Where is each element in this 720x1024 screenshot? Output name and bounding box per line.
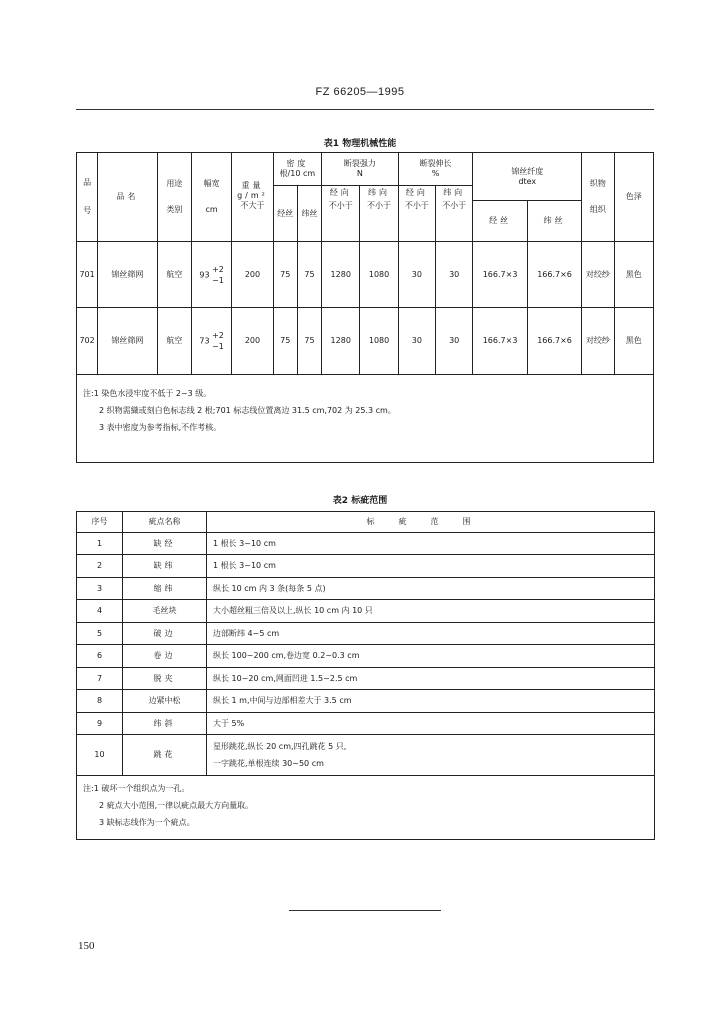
cell-no: 7 <box>77 668 123 690</box>
cell-defect: 毛丝块 <box>123 600 207 623</box>
cell-den-warp: 75 <box>273 242 297 308</box>
range-line: 星形跳花,纵长 20 cm,四孔跳花 5 只, <box>213 742 347 751</box>
width-tolerance <box>212 330 224 352</box>
table1-physical-properties <box>76 152 654 463</box>
cell-den-weft: 75 <box>297 242 321 308</box>
table1-caption: 表1 物理机械性能 <box>323 139 397 149</box>
table-row <box>77 533 655 555</box>
cell-usage: 航空 <box>157 242 191 308</box>
cell-no: 3 <box>77 578 123 600</box>
th-width-label: 幅宽 <box>203 179 220 188</box>
cell-range: 纵长 100~200 cm,卷边宽 0.2~0.3 cm <box>207 645 655 668</box>
cell-weave: 对绞纱 <box>582 308 614 375</box>
th-elong-weft: 纬向 <box>436 186 473 201</box>
table2-defect-ranges <box>76 511 655 840</box>
width-minus: −1 <box>212 275 224 285</box>
th-elongation <box>398 153 473 186</box>
th-fineness-warp: 经丝 <box>473 201 527 242</box>
cell-range: 1 根长 3~10 cm <box>207 555 655 578</box>
cell-defect: 跳花 <box>123 735 207 776</box>
table-row <box>77 645 655 668</box>
th-elong-warp-min: 不小于 <box>398 201 435 242</box>
th-weave: 织物 组织 <box>582 153 614 242</box>
cell-defect: 缩纬 <box>123 578 207 600</box>
cell-defect: 破边 <box>123 623 207 645</box>
th-seq-no: 序号 <box>77 512 123 533</box>
note-line: 2 疵点大小范围,一律以疵点最大方向量取。 <box>99 801 254 810</box>
th-strength-label: 断裂强力 <box>343 159 376 168</box>
th-usage: 用途 类别 <box>157 153 191 242</box>
width-plus: +2 <box>212 264 224 274</box>
table-row <box>77 578 655 600</box>
cell-range <box>207 735 655 776</box>
th-density-weft: 纬丝 <box>297 186 321 242</box>
table-row <box>77 668 655 690</box>
table1-notes <box>77 375 654 463</box>
th-density-unit: 根/10 cm <box>279 169 316 178</box>
th-width <box>191 153 231 242</box>
cell-no: 6 <box>77 645 123 668</box>
cell-defect: 卷边 <box>123 645 207 668</box>
standard-code-header: FZ 66205—1995 <box>315 86 405 98</box>
table-row <box>77 690 655 713</box>
table-row <box>77 735 655 776</box>
cell-el-weft: 30 <box>436 308 473 375</box>
cell-no: 8 <box>77 690 123 713</box>
th-fineness-label: 锦丝纤度 <box>511 166 544 176</box>
width-plus: +2 <box>212 331 224 340</box>
th-elongation-unit: % <box>431 169 440 178</box>
width-tolerance <box>212 264 224 286</box>
th-weight-limit: 不大于 <box>232 201 273 242</box>
cell-defect: 缺纬 <box>123 555 207 578</box>
cell-str-warp: 1280 <box>322 308 360 375</box>
cell-color: 黑色 <box>614 242 653 308</box>
cell-range: 大于 5% <box>207 713 655 735</box>
cell-weight: 200 <box>232 242 273 308</box>
footer-rule <box>289 910 441 911</box>
cell-no: 702 <box>77 308 98 375</box>
cell-defect: 边紧中松 <box>123 690 207 713</box>
cell-den-weft: 75 <box>297 308 321 375</box>
cell-den-warp: 75 <box>273 308 297 375</box>
th-product-no: 品 号 <box>77 153 98 242</box>
cell-name: 锦丝筛网 <box>98 308 158 375</box>
cell-no: 701 <box>77 242 98 308</box>
cell-no: 5 <box>77 623 123 645</box>
header-rule <box>76 109 654 110</box>
cell-weight: 200 <box>232 308 273 375</box>
cell-no: 4 <box>77 600 123 623</box>
table-row <box>77 308 654 375</box>
th-weight-unit: g/m² <box>237 190 268 200</box>
th-elong-weft-min: 不小于 <box>436 201 473 242</box>
cell-width <box>191 242 231 308</box>
range-line: 一字跳花,单根连续 30~50 cm <box>213 759 324 768</box>
cell-no: 1 <box>77 533 123 555</box>
table-row <box>77 600 655 623</box>
th-weight-label: 重量 <box>241 180 264 190</box>
th-density <box>273 153 321 186</box>
th-defect-range: 标疵范围 <box>207 512 655 533</box>
th-fineness <box>473 153 582 201</box>
cell-usage: 航空 <box>157 308 191 375</box>
cell-str-weft: 1080 <box>360 242 398 308</box>
th-density-warp: 经丝 <box>273 186 297 242</box>
note-line: 2 织物需織或刻白色标志线 2 根;701 标志线位置离边 31.5 cm,702 为 25.3 cm。 <box>99 406 396 415</box>
note-line: 注:1 破坏一个组织点为一孔。 <box>83 784 190 793</box>
cell-str-warp: 1280 <box>322 242 360 308</box>
cell-fin-weft: 166.7×6 <box>527 308 581 375</box>
th-fineness-weft: 纬丝 <box>527 201 581 242</box>
table2-notes <box>77 776 655 840</box>
cell-defect: 缺经 <box>123 533 207 555</box>
cell-range: 纵长 10 cm 内 3 条(每条 5 点) <box>207 578 655 600</box>
th-width-unit: cm <box>205 205 218 214</box>
cell-weave: 对绞纱 <box>582 242 614 308</box>
cell-name: 锦丝筛网 <box>98 242 158 308</box>
th-strength <box>322 153 399 186</box>
note-line: 3 缺标志线作为一个疵点。 <box>99 818 195 827</box>
th-strength-warp: 经向 <box>322 186 360 201</box>
cell-range: 边部断纬 4~5 cm <box>207 623 655 645</box>
cell-no: 10 <box>77 735 123 776</box>
th-strength-unit: N <box>356 169 363 178</box>
cell-fin-warp: 166.7×3 <box>473 308 527 375</box>
cell-no: 2 <box>77 555 123 578</box>
th-color: 色泽 <box>614 153 653 242</box>
th-elong-warp: 经向 <box>398 186 435 201</box>
th-strength-weft-min: 不小于 <box>360 201 398 242</box>
note-line: 注:1 染色水浸牢度不低于 2~3 级。 <box>83 389 212 398</box>
table2-caption: 表2 标疵范围 <box>332 496 388 506</box>
th-weight <box>232 153 273 201</box>
th-elongation-label: 断裂伸长 <box>419 159 452 168</box>
th-strength-weft: 纬向 <box>360 186 398 201</box>
th-strength-warp-min: 不小于 <box>322 201 360 242</box>
cell-el-warp: 30 <box>398 242 435 308</box>
cell-el-weft: 30 <box>436 242 473 308</box>
cell-str-weft: 1080 <box>360 308 398 375</box>
width-base: 93 <box>199 270 210 279</box>
cell-defect: 脱夹 <box>123 668 207 690</box>
th-density-label: 密度 <box>286 159 309 168</box>
cell-range: 1 根长 3~10 cm <box>207 533 655 555</box>
th-defect-name: 疵点名称 <box>123 512 207 533</box>
table-row <box>77 242 654 308</box>
page-number: 150 <box>78 940 95 952</box>
cell-defect: 纬斜 <box>123 713 207 735</box>
th-fineness-unit: dtex <box>518 176 537 186</box>
cell-width <box>191 308 231 375</box>
cell-el-warp: 30 <box>398 308 435 375</box>
cell-fin-warp: 166.7×3 <box>473 242 527 308</box>
cell-fin-weft: 166.7×6 <box>527 242 581 308</box>
cell-range: 纵长 1 m,中间与边部相差大于 3.5 cm <box>207 690 655 713</box>
cell-color: 黑色 <box>614 308 653 375</box>
cell-no: 9 <box>77 713 123 735</box>
cell-range: 纵长 10~20 cm,网面凹进 1.5~2.5 cm <box>207 668 655 690</box>
th-product-name: 品名 <box>98 153 158 242</box>
table-row <box>77 623 655 645</box>
cell-range: 大小超丝粗三倍及以上,纵长 10 cm 内 10 只 <box>207 600 655 623</box>
table-row <box>77 555 655 578</box>
width-minus: −1 <box>212 342 224 351</box>
table-row <box>77 713 655 735</box>
width-base: 73 <box>199 336 210 346</box>
note-line: 3 表中密度为参考指标,不作考核。 <box>99 423 222 432</box>
